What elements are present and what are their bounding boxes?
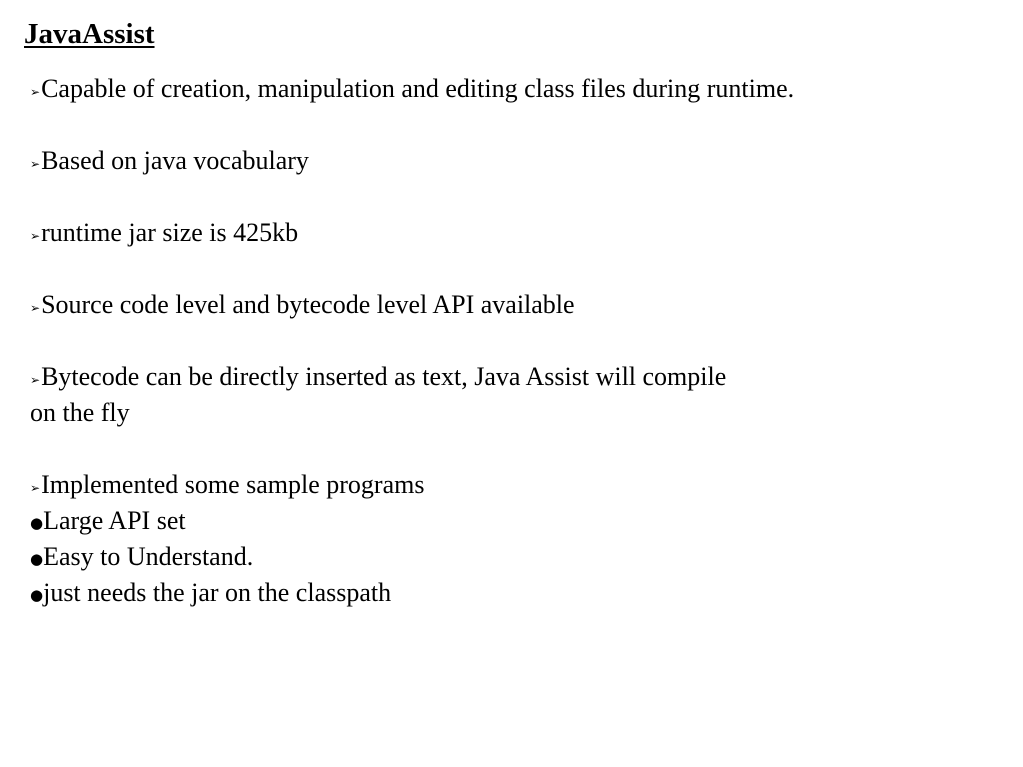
bullet-text: Bytecode can be directly inserted as text, Java Assist will compile <box>41 362 727 391</box>
arrow-bullet-icon: ➢ <box>30 373 41 387</box>
bullet-text: Based on java vocabulary <box>41 146 309 175</box>
bullet-text: runtime jar size is 425kb <box>41 218 299 247</box>
bullet-continuation: on the fly <box>30 398 130 427</box>
sub-bullet-item <box>30 575 990 611</box>
arrow-bullet-icon: ➢ <box>30 85 41 99</box>
spacer <box>30 323 990 359</box>
dot-bullet-icon: ● <box>30 514 44 532</box>
arrow-bullet-icon: ➢ <box>30 229 41 243</box>
slide-body <box>30 71 990 611</box>
sub-bullet-text: Easy to Understand. <box>43 542 254 571</box>
arrow-bullet-icon: ➢ <box>30 301 41 315</box>
slide-title: JavaAssist <box>24 18 155 50</box>
dot-bullet-icon: ● <box>30 586 44 604</box>
spacer <box>30 251 990 287</box>
bullet-item <box>30 71 990 107</box>
sub-bullet-text: Large API set <box>43 506 186 535</box>
bullet-text: Capable of creation, manipulation and editing class files during runtime. <box>41 74 795 103</box>
sub-bullet-text: just needs the jar on the classpath <box>43 578 392 607</box>
bullet-item <box>30 215 990 251</box>
bullet-text: Source code level and bytecode level API available <box>41 290 575 319</box>
arrow-bullet-icon: ➢ <box>30 481 41 495</box>
sub-bullet-item <box>30 503 990 539</box>
dot-bullet-icon: ● <box>30 550 44 568</box>
bullet-item <box>30 359 990 395</box>
bullet-item <box>30 467 990 503</box>
bullet-text: Implemented some sample programs <box>41 470 425 499</box>
bullet-item <box>30 287 990 323</box>
spacer <box>30 431 990 467</box>
bullet-item <box>30 143 990 179</box>
spacer <box>30 179 990 215</box>
spacer <box>30 107 990 143</box>
sub-bullet-item <box>30 539 990 575</box>
arrow-bullet-icon: ➢ <box>30 157 41 171</box>
